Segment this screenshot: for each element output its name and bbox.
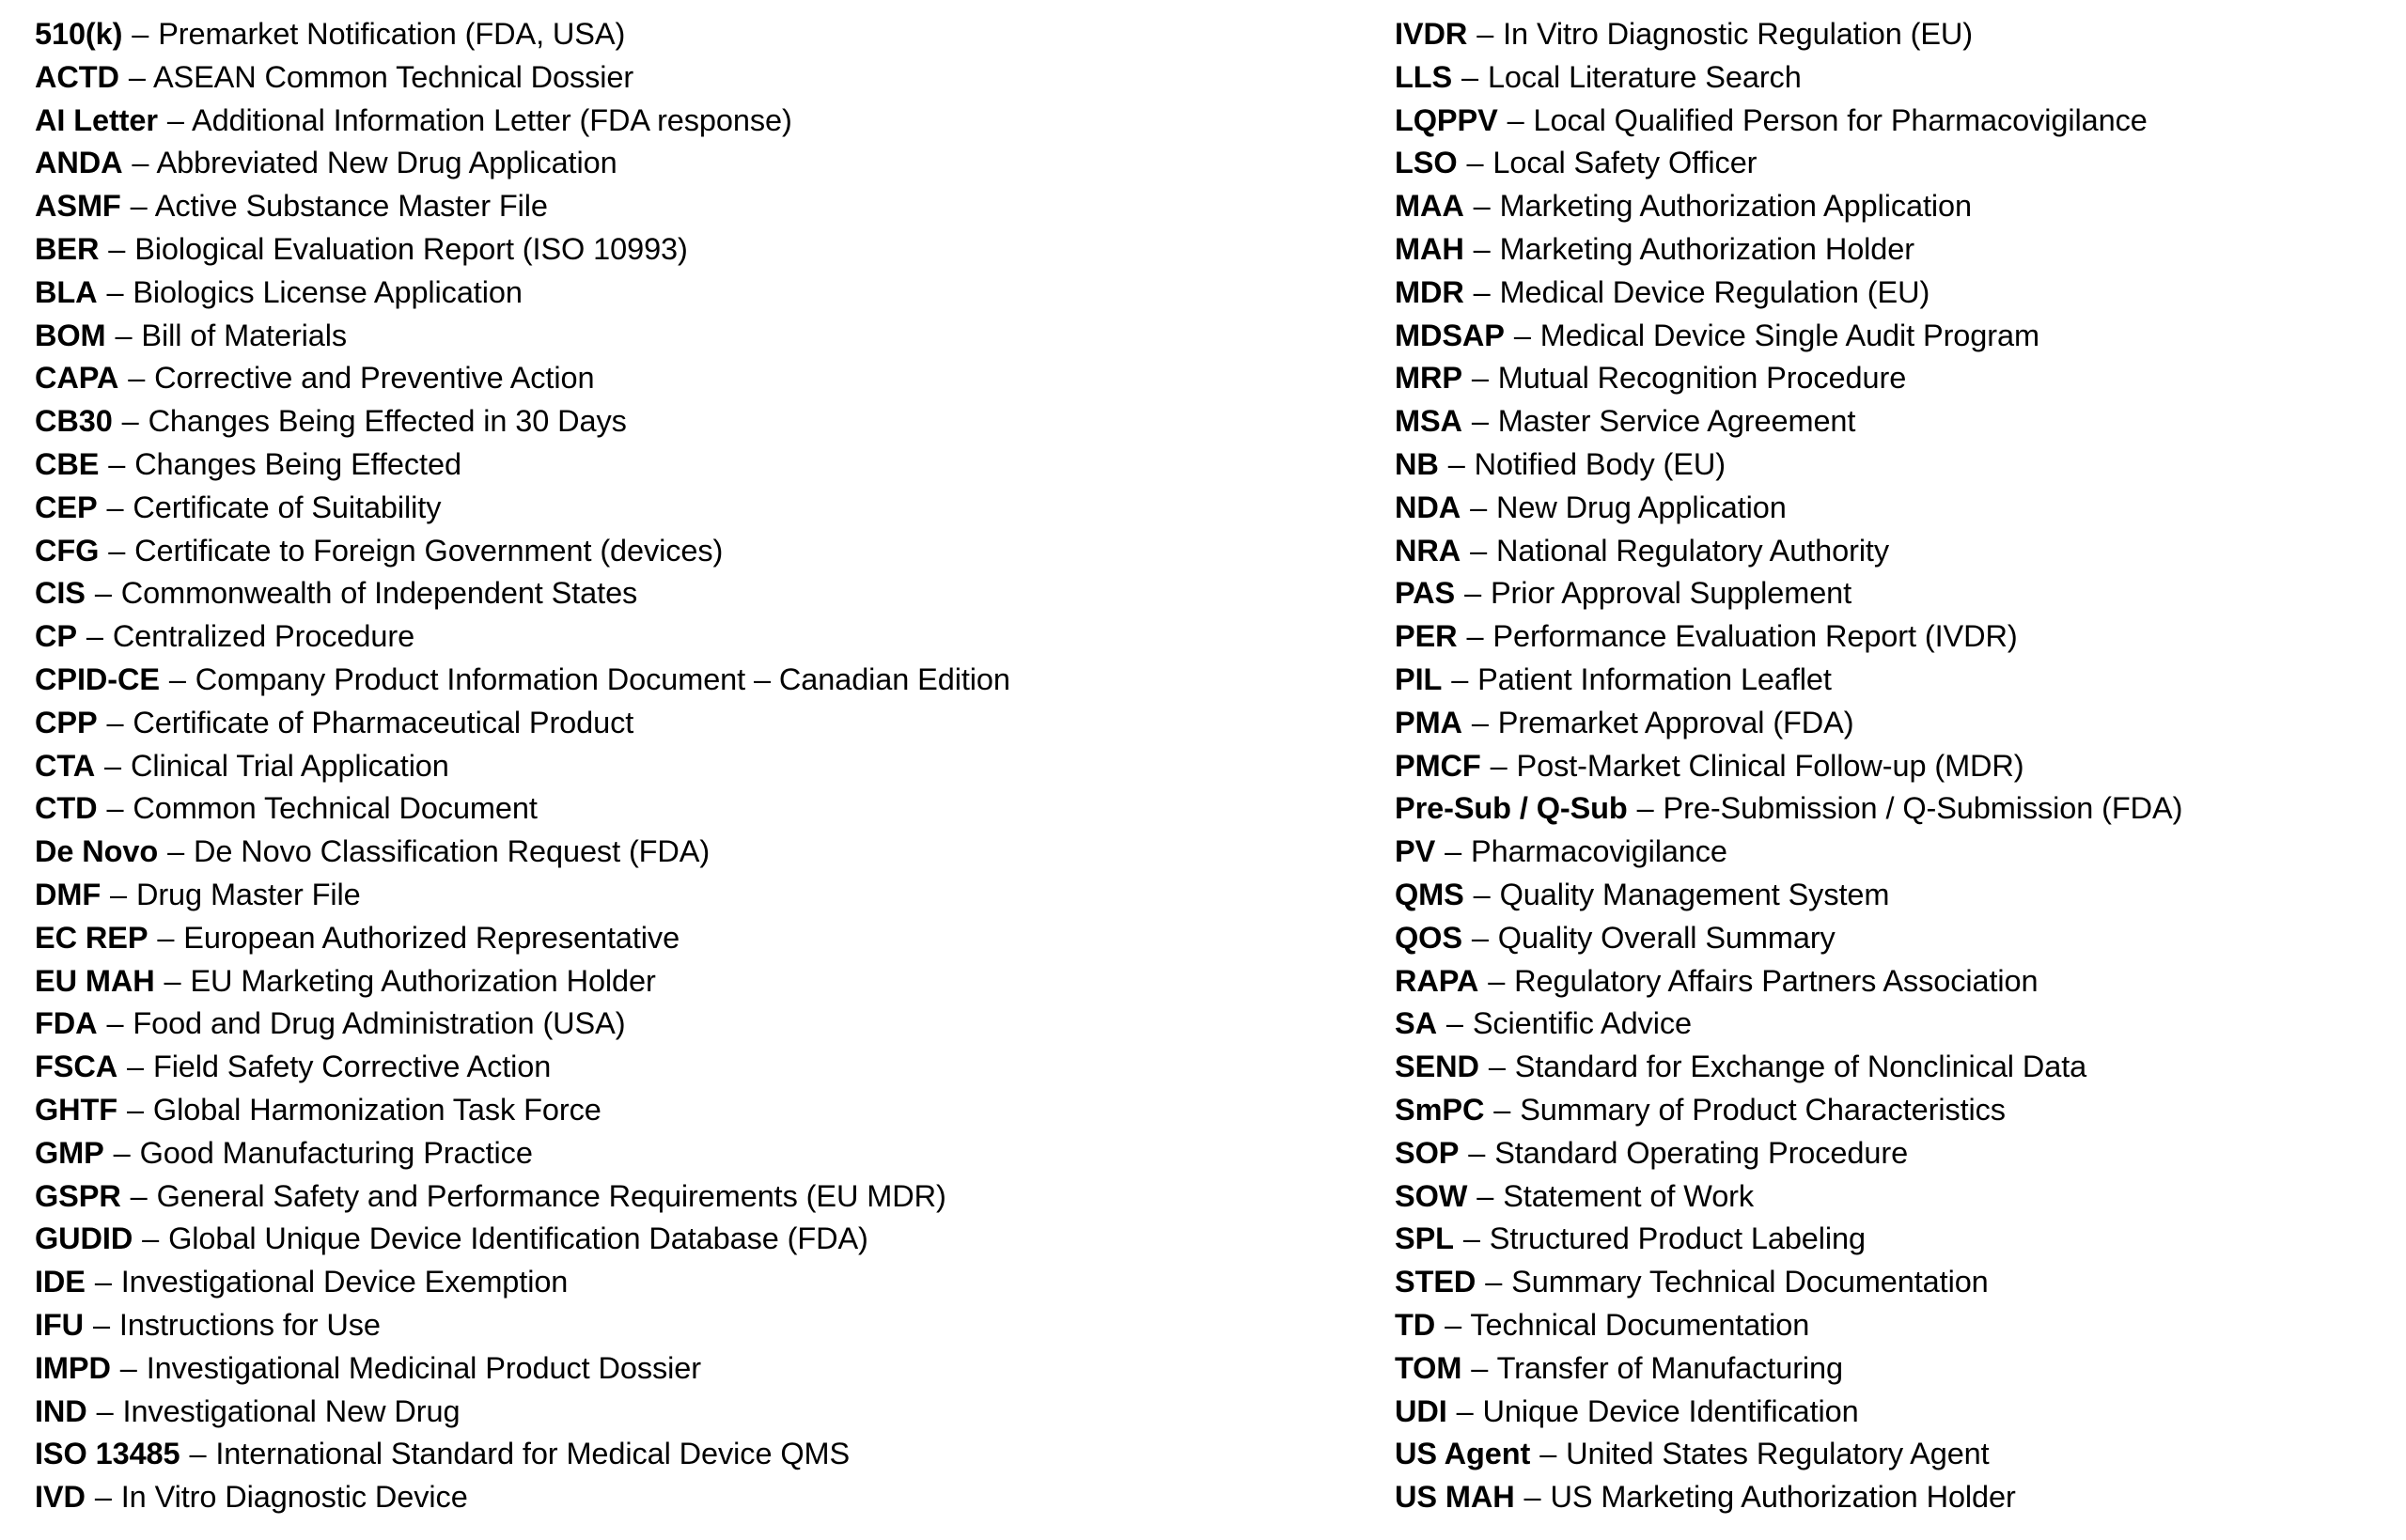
- abbreviation-definition: European Authorized Representative: [183, 920, 680, 955]
- abbreviation-term: ASMF: [35, 189, 121, 224]
- separator-dash: –: [1471, 361, 1489, 396]
- separator-dash: –: [106, 490, 124, 524]
- abbreviation-term: PER: [1395, 619, 1458, 654]
- abbreviation-definition: US Marketing Authorization Holder: [1550, 1480, 2016, 1515]
- abbreviation-term: IDE: [35, 1265, 86, 1299]
- abbreviation-definition: Changes Being Effected in 30 Days: [148, 404, 627, 439]
- separator-dash: –: [96, 1393, 114, 1428]
- abbreviation-term: SEND: [1395, 1050, 1479, 1084]
- abbreviation-term: MRP: [1395, 361, 1462, 396]
- abbreviation-definition: Certificate of Suitability: [133, 490, 442, 524]
- abbreviation-definition: Pre-Submission / Q-Submission (FDA): [1663, 791, 2183, 826]
- separator-dash: –: [106, 274, 124, 309]
- abbreviation-definition: Local Qualified Person for Pharmacovigilance: [1533, 102, 2148, 137]
- abbreviation-definition: Transfer of Manufacturing: [1496, 1350, 1844, 1385]
- separator-dash: –: [1493, 1092, 1511, 1127]
- abbreviation-term: IND: [35, 1393, 87, 1428]
- abbreviation-term: CTD: [35, 791, 98, 826]
- separator-dash: –: [1473, 231, 1491, 266]
- separator-dash: –: [1473, 189, 1491, 224]
- separator-dash: –: [106, 791, 124, 826]
- glossary-entry: [1395, 745, 2406, 788]
- separator-dash: –: [166, 102, 184, 137]
- abbreviation-definition: Drug Master File: [135, 877, 361, 911]
- abbreviation-definition: Marketing Authorization Holder: [1499, 231, 1914, 266]
- separator-dash: –: [167, 834, 185, 869]
- abbreviation-definition: Notified Body (EU): [1474, 446, 1726, 481]
- glossary-entry: [35, 400, 1395, 443]
- glossary-entry: [35, 702, 1395, 745]
- glossary-entry: [1395, 572, 2406, 615]
- separator-dash: –: [1462, 1221, 1480, 1256]
- abbreviation-term: PIL: [1395, 661, 1443, 696]
- separator-dash: –: [106, 705, 124, 739]
- separator-dash: –: [113, 1135, 131, 1170]
- abbreviation-definition: Post-Market Clinical Follow-up (MDR): [1516, 748, 2024, 783]
- abbreviation-term: MDSAP: [1395, 318, 1505, 352]
- abbreviation-term: PMA: [1395, 705, 1462, 739]
- separator-dash: –: [1445, 834, 1462, 869]
- abbreviation-term: MDR: [1395, 274, 1464, 309]
- abbreviation-definition: National Regulatory Authority: [1495, 533, 1890, 568]
- glossary-entry: [35, 615, 1395, 659]
- abbreviation-term: De Novo: [35, 834, 159, 869]
- separator-dash: –: [1445, 1006, 1463, 1041]
- glossary-entry: [1395, 1476, 2406, 1519]
- glossary-entry: [35, 228, 1395, 272]
- abbreviation-definition: Biological Evaluation Report (ISO 10993): [134, 231, 688, 266]
- glossary-entry: [35, 487, 1395, 530]
- abbreviation-definition: Medical Device Single Audit Program: [1539, 318, 2039, 352]
- abbreviation-term: TOM: [1395, 1350, 1462, 1385]
- abbreviation-definition: Scientific Advice: [1472, 1006, 1692, 1041]
- abbreviation-definition: Company Product Information Document – Canadian Edition: [195, 661, 1010, 696]
- abbreviation-term: GSPR: [35, 1178, 121, 1213]
- separator-dash: –: [142, 1221, 160, 1256]
- abbreviation-definition: Marketing Authorization Application: [1499, 189, 1972, 224]
- glossary-entry: [35, 1261, 1395, 1304]
- abbreviation-term: PV: [1395, 834, 1436, 869]
- abbreviation-definition: Common Technical Document: [133, 791, 538, 826]
- glossary-entry: [35, 1391, 1395, 1434]
- abbreviation-definition: Changes Being Effected: [134, 446, 461, 481]
- separator-dash: –: [119, 1350, 137, 1385]
- glossary-entry: [1395, 1046, 2406, 1089]
- abbreviation-term: US MAH: [1395, 1480, 1515, 1515]
- abbreviation-definition: Food and Drug Administration (USA): [133, 1006, 626, 1041]
- abbreviation-term: BER: [35, 231, 100, 266]
- glossary-entry: [35, 1433, 1395, 1476]
- abbreviation-definition: Investigational New Drug: [122, 1393, 461, 1428]
- separator-dash: –: [1470, 533, 1488, 568]
- abbreviation-term: CFG: [35, 533, 100, 568]
- glossary-entry: [1395, 874, 2406, 917]
- separator-dash: –: [1636, 791, 1654, 826]
- glossary-entry: [1395, 1347, 2406, 1391]
- abbreviation-term: SmPC: [1395, 1092, 1485, 1127]
- abbreviation-term: 510(k): [35, 17, 123, 51]
- abbreviation-term: LSO: [1395, 146, 1458, 180]
- separator-dash: –: [132, 17, 149, 51]
- abbreviation-definition: Global Harmonization Task Force: [152, 1092, 602, 1127]
- glossary-entry: [35, 1304, 1395, 1347]
- abbreviation-term: CB30: [35, 404, 113, 439]
- abbreviation-definition: De Novo Classification Request (FDA): [194, 834, 711, 869]
- glossary-entry: [1395, 1391, 2406, 1434]
- abbreviation-term: QOS: [1395, 920, 1462, 955]
- abbreviation-definition: Unique Device Identification: [1482, 1393, 1859, 1428]
- abbreviation-definition: Standard Operating Procedure: [1494, 1135, 1909, 1170]
- abbreviation-term: NB: [1395, 446, 1439, 481]
- abbreviation-term: FSCA: [35, 1050, 118, 1084]
- abbreviation-term: NDA: [1395, 490, 1461, 524]
- separator-dash: –: [108, 231, 126, 266]
- abbreviation-definition: Mutual Recognition Procedure: [1497, 361, 1907, 396]
- glossary-entry: [35, 1089, 1395, 1132]
- abbreviation-term: ISO 13485: [35, 1437, 180, 1471]
- separator-dash: –: [168, 661, 186, 696]
- abbreviation-term: IMPD: [35, 1350, 111, 1385]
- glossary-entry: [35, 1347, 1395, 1391]
- separator-dash: –: [1473, 877, 1491, 911]
- glossary-entry: [1395, 1261, 2406, 1304]
- glossary-entry: [35, 874, 1395, 917]
- abbreviation-term: US Agent: [1395, 1437, 1531, 1471]
- separator-dash: –: [86, 619, 103, 654]
- abbreviation-definition: Additional Information Letter (FDA response): [192, 102, 792, 137]
- separator-dash: –: [93, 1307, 110, 1342]
- abbreviation-definition: Investigational Medicinal Product Dossier: [146, 1350, 701, 1385]
- abbreviation-term: MAA: [1395, 189, 1464, 224]
- separator-dash: –: [157, 920, 175, 955]
- glossary-entry: [1395, 1218, 2406, 1261]
- abbreviation-term: CTA: [35, 748, 96, 783]
- glossary-entry: [1395, 443, 2406, 487]
- abbreviation-definition: Premarket Notification (FDA, USA): [158, 17, 626, 51]
- glossary-entry: [35, 1046, 1395, 1089]
- abbreviation-term: PAS: [1395, 576, 1456, 611]
- abbreviation-term: GUDID: [35, 1221, 133, 1256]
- abbreviation-definition: Regulatory Affairs Partners Association: [1514, 963, 2039, 998]
- separator-dash: –: [127, 1050, 144, 1084]
- separator-dash: –: [1488, 963, 1506, 998]
- abbreviation-term: SPL: [1395, 1221, 1454, 1256]
- abbreviation-definition: ASEAN Common Technical Dossier: [152, 59, 634, 94]
- separator-dash: –: [130, 1178, 148, 1213]
- separator-dash: –: [1490, 748, 1508, 783]
- separator-dash: –: [1471, 920, 1489, 955]
- abbreviation-term: LLS: [1395, 59, 1453, 94]
- abbreviation-definition: Investigational Device Exemption: [120, 1265, 569, 1299]
- glossary-entry: [35, 142, 1395, 185]
- glossary-entry: [1395, 142, 2406, 185]
- abbreviation-term: AI Letter: [35, 102, 158, 137]
- glossary-entry: [35, 530, 1395, 573]
- glossary-entry: [1395, 185, 2406, 228]
- separator-dash: –: [128, 361, 146, 396]
- separator-dash: –: [132, 146, 149, 180]
- abbreviation-term: CEP: [35, 490, 98, 524]
- glossary-entry: [35, 56, 1395, 100]
- separator-dash: –: [1468, 1135, 1486, 1170]
- glossary-entry: [1395, 13, 2406, 56]
- abbreviation-definition: Field Safety Corrective Action: [152, 1050, 552, 1084]
- glossary-entry: [35, 1003, 1395, 1046]
- abbreviation-definition: Summary of Product Characteristics: [1520, 1092, 2006, 1127]
- separator-dash: –: [1471, 705, 1489, 739]
- abbreviation-term: IFU: [35, 1307, 85, 1342]
- glossary-entry: [35, 745, 1395, 788]
- abbreviation-term: EC REP: [35, 920, 148, 955]
- abbreviation-definition: Master Service Agreement: [1497, 404, 1856, 439]
- abbreviation-term: PMCF: [1395, 748, 1481, 783]
- glossary-entry: [1395, 530, 2406, 573]
- glossary-entry: [1395, 1003, 2406, 1046]
- separator-dash: –: [108, 446, 126, 481]
- abbreviation-definition: Active Substance Master File: [154, 189, 548, 224]
- separator-dash: –: [1513, 318, 1531, 352]
- separator-dash: –: [1461, 59, 1479, 94]
- abbreviation-definition: Corrective and Preventive Action: [154, 361, 595, 396]
- abbreviation-definition: Clinical Trial Application: [130, 748, 449, 783]
- abbreviation-term: RAPA: [1395, 963, 1479, 998]
- glossary-entry: [1395, 487, 2406, 530]
- separator-dash: –: [1470, 490, 1488, 524]
- separator-dash: –: [1447, 446, 1465, 481]
- glossary-entry: [1395, 1433, 2406, 1476]
- glossary-entry: [1395, 228, 2406, 272]
- abbreviation-definition: Medical Device Regulation (EU): [1499, 274, 1930, 309]
- separator-dash: –: [1471, 1350, 1489, 1385]
- abbreviation-definition: Summary Technical Documentation: [1511, 1265, 1989, 1299]
- glossary-entry: [1395, 702, 2406, 745]
- separator-dash: –: [1456, 1393, 1474, 1428]
- separator-dash: –: [1464, 576, 1482, 611]
- glossary-entry: [35, 831, 1395, 874]
- abbreviation-term: SOW: [1395, 1178, 1468, 1213]
- separator-dash: –: [1476, 1178, 1494, 1213]
- abbreviation-term: IVD: [35, 1480, 86, 1515]
- abbreviation-term: BLA: [35, 274, 98, 309]
- abbreviation-term: CIS: [35, 576, 86, 611]
- separator-dash: –: [189, 1437, 207, 1471]
- separator-dash: –: [106, 1006, 124, 1041]
- separator-dash: –: [1485, 1265, 1503, 1299]
- abbreviation-term: EU MAH: [35, 963, 155, 998]
- separator-dash: –: [1473, 274, 1491, 309]
- abbreviation-definition: Commonwealth of Independent States: [120, 576, 638, 611]
- abbreviation-definition: Centralized Procedure: [112, 619, 415, 654]
- separator-dash: –: [94, 1265, 112, 1299]
- separator-dash: –: [1507, 102, 1524, 137]
- abbreviation-definition: Structured Product Labeling: [1489, 1221, 1866, 1256]
- separator-dash: –: [94, 1480, 112, 1515]
- abbreviation-term: CAPA: [35, 361, 119, 396]
- glossary-entry: [35, 1132, 1395, 1175]
- abbreviation-definition: Biologics License Application: [133, 274, 523, 309]
- separator-dash: –: [115, 318, 133, 352]
- glossary-entry: [1395, 787, 2406, 831]
- abbreviation-definition: Standard for Exchange of Nonclinical Data: [1514, 1050, 2087, 1084]
- separator-dash: –: [1466, 146, 1484, 180]
- abbreviation-definition: International Standard for Medical Device QMS: [215, 1437, 851, 1471]
- separator-dash: –: [1523, 1480, 1541, 1515]
- glossary-entry: [35, 917, 1395, 960]
- abbreviation-term: DMF: [35, 877, 102, 911]
- glossary-entry: [1395, 831, 2406, 874]
- abbreviation-term: STED: [1395, 1265, 1476, 1299]
- abbreviation-term: QMS: [1395, 877, 1464, 911]
- glossary-entry: [35, 185, 1395, 228]
- separator-dash: –: [1488, 1050, 1506, 1084]
- abbreviation-term: CP: [35, 619, 77, 654]
- glossary-entry: [35, 357, 1395, 400]
- separator-dash: –: [104, 748, 122, 783]
- abbreviation-term: MSA: [1395, 404, 1462, 439]
- separator-dash: –: [1451, 661, 1469, 696]
- glossary-entry: [35, 659, 1395, 702]
- glossary-entry: [35, 787, 1395, 831]
- separator-dash: –: [110, 877, 128, 911]
- glossary-entry: [1395, 400, 2406, 443]
- glossary-entry: [1395, 1175, 2406, 1219]
- abbreviation-term: IVDR: [1395, 17, 1468, 51]
- glossary-entry: [1395, 315, 2406, 358]
- separator-dash: –: [128, 59, 146, 94]
- glossary-entry: [35, 315, 1395, 358]
- glossary-entry: [1395, 1304, 2406, 1347]
- abbreviation-definition: Quality Management System: [1499, 877, 1890, 911]
- abbreviation-term: ANDA: [35, 146, 123, 180]
- abbreviation-term: TD: [1395, 1307, 1436, 1342]
- glossary-entry: [1395, 357, 2406, 400]
- abbreviation-term: ACTD: [35, 59, 119, 94]
- separator-dash: –: [1539, 1437, 1557, 1471]
- abbreviation-definition: Prior Approval Supplement: [1490, 576, 1852, 611]
- abbreviation-term: GHTF: [35, 1092, 118, 1127]
- abbreviation-definition: New Drug Application: [1495, 490, 1787, 524]
- glossary-entry: [1395, 615, 2406, 659]
- abbreviation-definition: Bill of Materials: [141, 318, 348, 352]
- separator-dash: –: [1476, 17, 1494, 51]
- abbreviation-definition: Patient Information Leaflet: [1477, 661, 1832, 696]
- separator-dash: –: [108, 533, 126, 568]
- abbreviation-term: CBE: [35, 446, 100, 481]
- abbreviation-term: SOP: [1395, 1135, 1460, 1170]
- glossary-entry: [1395, 1132, 2406, 1175]
- abbreviation-term: BOM: [35, 318, 106, 352]
- glossary-entry: [35, 272, 1395, 315]
- abbreviation-definition: Certificate of Pharmaceutical Product: [133, 705, 634, 739]
- separator-dash: –: [164, 963, 181, 998]
- glossary-entry: [35, 100, 1395, 143]
- glossary-entry: [1395, 659, 2406, 702]
- abbreviation-definition: Local Literature Search: [1487, 59, 1802, 94]
- abbreviation-definition: Technical Documentation: [1470, 1307, 1810, 1342]
- abbreviation-definition: Premarket Approval (FDA): [1497, 705, 1854, 739]
- glossary-entry: [35, 1218, 1395, 1261]
- abbreviation-term: UDI: [1395, 1393, 1447, 1428]
- abbreviation-term: LQPPV: [1395, 102, 1498, 137]
- abbreviation-definition: United States Regulatory Agent: [1566, 1437, 1990, 1471]
- abbreviation-definition: Performance Evaluation Report (IVDR): [1492, 619, 2018, 654]
- abbreviation-definition: Instructions for Use: [118, 1307, 381, 1342]
- abbreviation-term: Pre-Sub / Q-Sub: [1395, 791, 1628, 826]
- separator-dash: –: [1445, 1307, 1462, 1342]
- abbreviation-definition: In Vitro Diagnostic Device: [120, 1480, 468, 1515]
- glossary-entry: [35, 572, 1395, 615]
- abbreviation-definition: Good Manufacturing Practice: [139, 1135, 533, 1170]
- abbreviation-term: MAH: [1395, 231, 1464, 266]
- glossary-entry: [35, 960, 1395, 1003]
- glossary-column-right: [1395, 13, 2406, 1519]
- abbreviation-definition: Quality Overall Summary: [1497, 920, 1836, 955]
- glossary-entry: [1395, 100, 2406, 143]
- separator-dash: –: [94, 576, 112, 611]
- abbreviation-definition: Local Safety Officer: [1492, 146, 1758, 180]
- glossary-columns: [0, 13, 2406, 1519]
- abbreviation-term: GMP: [35, 1135, 104, 1170]
- separator-dash: –: [127, 1092, 144, 1127]
- separator-dash: –: [1466, 619, 1484, 654]
- abbreviation-definition: Certificate to Foreign Government (devices): [134, 533, 724, 568]
- glossary-entry: [1395, 272, 2406, 315]
- glossary-entry: [1395, 1089, 2406, 1132]
- glossary-entry: [35, 1476, 1395, 1519]
- abbreviation-definition: Statement of Work: [1503, 1178, 1755, 1213]
- abbreviation-definition: Abbreviated New Drug Application: [156, 146, 617, 180]
- glossary-entry: [35, 13, 1395, 56]
- abbreviation-term: CPID-CE: [35, 661, 160, 696]
- separator-dash: –: [121, 404, 139, 439]
- glossary-entry: [1395, 960, 2406, 1003]
- glossary-entry: [1395, 56, 2406, 100]
- abbreviation-definition: Global Unique Device Identification Database (FDA): [168, 1221, 868, 1256]
- abbreviation-term: SA: [1395, 1006, 1437, 1041]
- glossary-entry: [35, 443, 1395, 487]
- abbreviation-definition: General Safety and Performance Requirements (EU MDR): [156, 1178, 946, 1213]
- abbreviation-definition: Pharmacovigilance: [1471, 834, 1727, 869]
- separator-dash: –: [1471, 404, 1489, 439]
- glossary-entry: [1395, 917, 2406, 960]
- glossary-entry: [35, 1175, 1395, 1219]
- abbreviation-term: NRA: [1395, 533, 1461, 568]
- abbreviation-definition: EU Marketing Authorization Holder: [190, 963, 656, 998]
- abbreviation-definition: In Vitro Diagnostic Regulation (EU): [1503, 17, 1973, 51]
- glossary-column-left: [0, 13, 1395, 1519]
- separator-dash: –: [130, 189, 148, 224]
- abbreviation-term: FDA: [35, 1006, 98, 1041]
- abbreviation-term: CPP: [35, 705, 98, 739]
